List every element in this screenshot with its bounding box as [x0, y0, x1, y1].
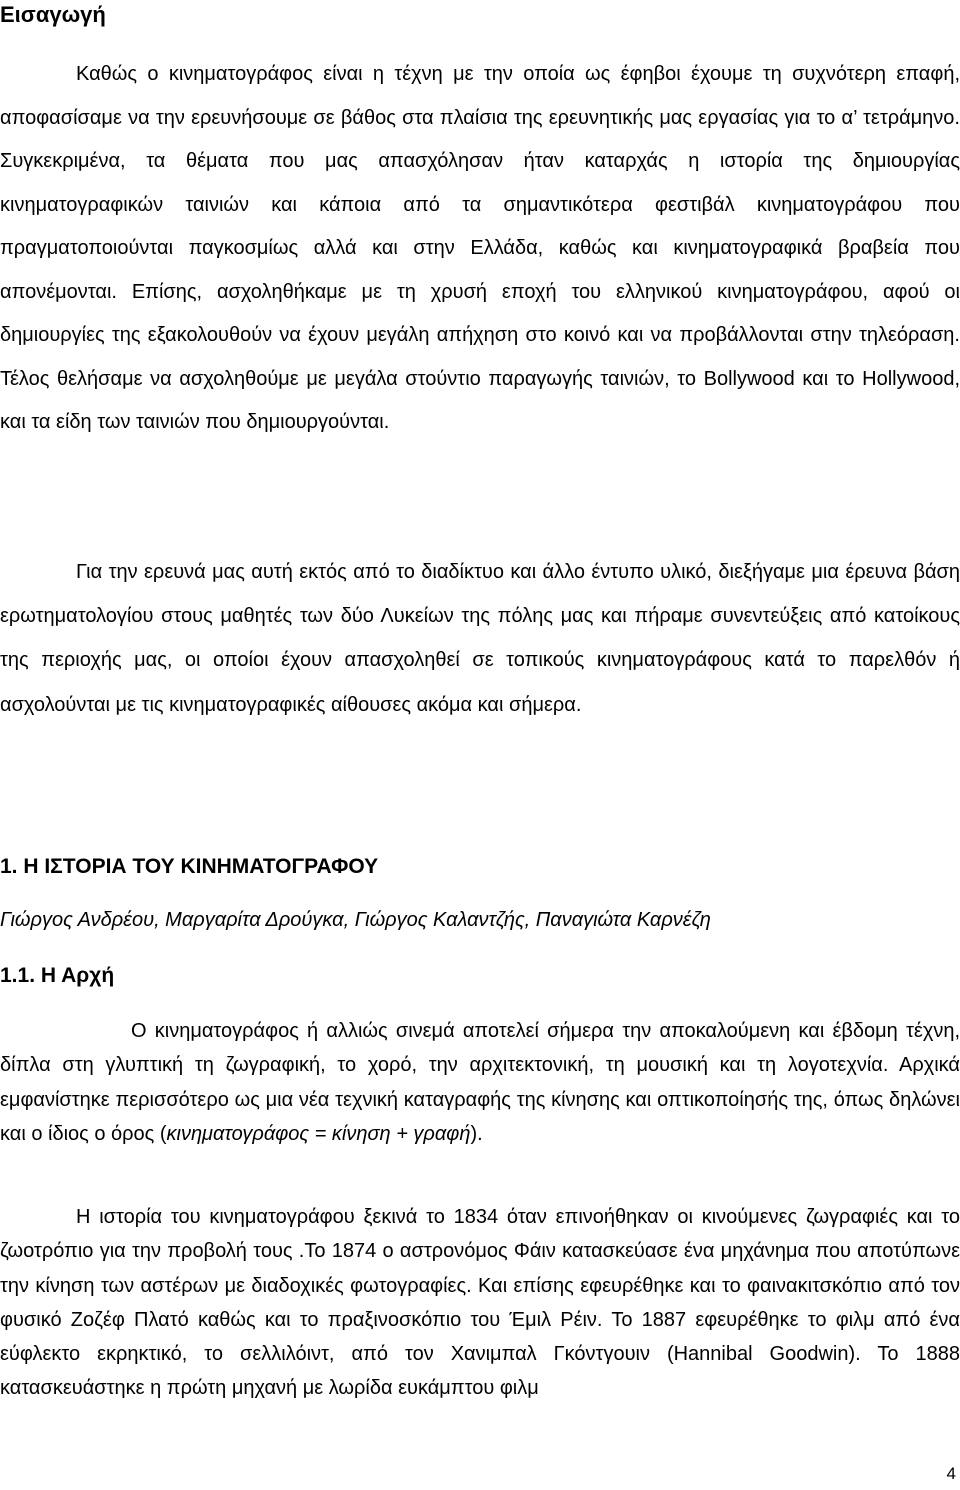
intro-paragraph-2: Για την ερευνά μας αυτή εκτός από το διαδίκτυο και άλλο έντυπο υλικό, διεξήγαμε μια έρευνα βάση ερωτηματολογίου στους μαθητές των δύο Λυκείων της πόλης μας και πήραμε συνεντεύξεις από κατοίκους της περιοχής μας, οι οποίοι έχουν απασχοληθεί σε τοπικούς κινηματογράφους κατά το παρελθόν ή ασχολούνται με τις κινηματογραφικές αίθουσες ακόμα και σήμερα. [0, 561, 960, 716]
section-paragraph-1-end: ). [470, 1122, 483, 1145]
section-paragraph-1 [0, 1014, 960, 1151]
page-number: 4 [946, 1464, 956, 1483]
intro-heading: Εισαγωγή [0, 2, 106, 27]
section-heading: 1.1. Η Αρχή [0, 964, 115, 987]
section-paragraph-2: Η ιστορία του κινηματογράφου ξεκινά το 1834 όταν επινοήθηκαν οι κινούμενες ζωγραφιές και το ζωοτρόπιο για την προβολή τους .Το 1874 ο αστρονόμος Φάιν κατασκεύασε ένα μηχάνημα που αποτύπωνε την κίνηση των αστέρων με διαδοχικές φωτογραφίες. Και επίσης εφευρέθηκε και το φαινακιτσκόπιο από τον φυσικό Ζοζέφ Πλατό καθώς και το πραξινοσκόπιο του Έμιλ Ρέιν. Το 1887 εφευρέθηκε το φιλμ από ένα εύφλεκτο εκρηκτικό, το σελλιλόιντ, από τον Χανιμπαλ Γκόντγουιν (Hannibal Goodwin). Το 1888 κατασκευάστηκε η πρώτη μηχανή με λωρίδα ευκάμπτου φιλμ [0, 1206, 960, 1400]
etymology-text: κινηματογράφος = κίνηση + γραφή [166, 1122, 471, 1145]
chapter-authors: Γιώργος Ανδρέου, Μαργαρίτα Δρούγκα, Γιώργος Καλαντζής, Παναγιώτα Καρνέζη [0, 909, 711, 931]
section-paragraph-1-text: Ο κινηματογράφος ή αλλιώς σινεμά αποτελεί σήμερα την αποκαλούμενη και έβδομη τέχνη, δίπλα στη γλυπτική τη ζωγραφική, το χορό, την αρχιτεκτονική, τη μουσική και τη λογοτεχνία. Αρχικά εμφανίστηκε περισσότερο ως μια νέα τεχνική καταγραφής της κίνησης και οπτικοποίησής της, όπως δηλώνει και ο ίδιος ο όρος ( [0, 1020, 960, 1145]
chapter-heading: 1. Η ΙΣΤΟΡΙΑ ΤΟΥ ΚΙΝΗΜΑΤΟΓΡΑΦΟΥ [0, 855, 379, 878]
intro-paragraph-1: Καθώς ο κινηματογράφος είναι η τέχνη με την οποία ως έφηβοι έχουμε τη συχνότερη επαφή, αποφασίσαμε να την ερευνήσουμε σε βάθος στα πλαίσια της ερευνητικής μας εργασίας για το α’ τετράμηνο. Συγκεκριμένα, τα θέματα που μας απασχόλησαν ήταν καταρχάς η ιστορία της δημιουργίας κινηματογραφικών ταινιών και κάποια από τα σημαντικότερα φεστιβάλ κινηματογράφου που πραγματοποιούνται παγκοσμίως αλλά και στην Ελλάδα, καθώς και κινηματογραφικά βραβεία που απονέμονται. Επίσης, ασχοληθήκαμε με τη χρυσή εποχή του ελληνικού κινηματογράφου, αφού οι δημιουργίες της εξακολουθούν να έχουν μεγάλη απήχηση στο κοινό και να προβάλλονται στην τηλεόραση. Τέλος θελήσαμε να ασχοληθούμε με μεγάλα στούντιο παραγωγής ταινιών, το Bollywood και το Hollywood, και τα είδη των ταινιών που δημιουργούνται. [0, 63, 960, 433]
